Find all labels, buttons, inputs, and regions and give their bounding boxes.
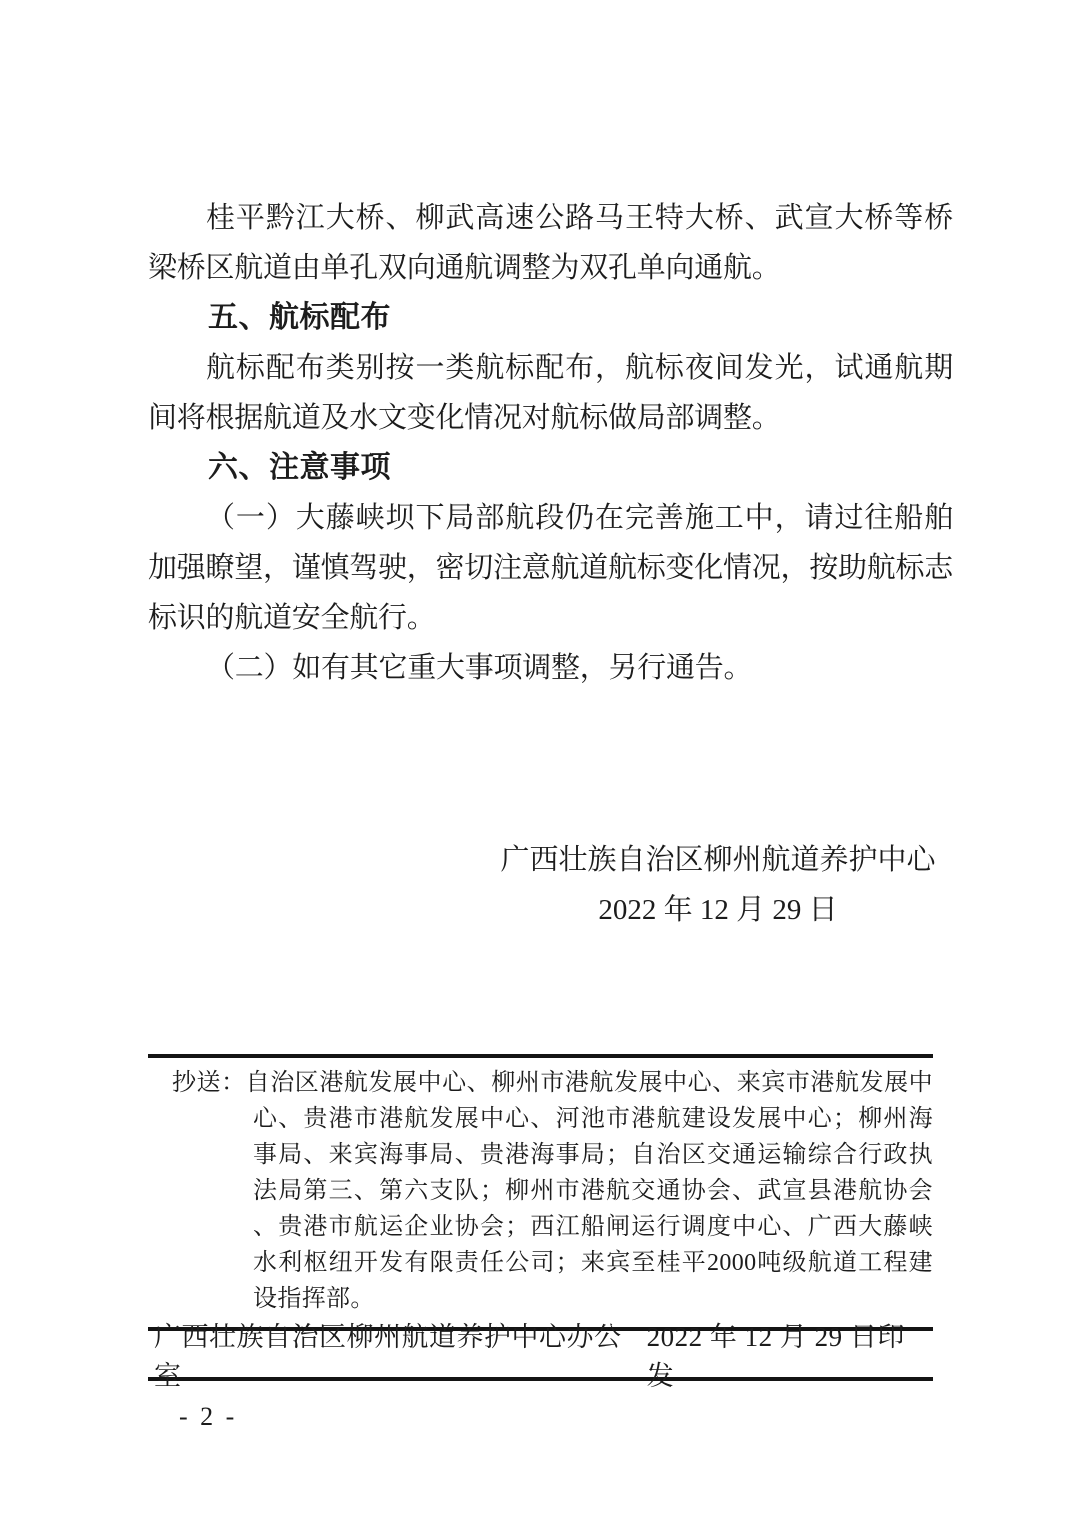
section-heading-precautions: 六、注意事项 [208, 451, 391, 484]
paragraph-buoy-allocation: 航标配布类别按一类航标配布，航标夜间发光，试通航期间将根据航道及水文变化情况对航标做局部调整。 [148, 352, 953, 434]
issue-date: 2022 年 12 月 29 日印发 [646, 1322, 905, 1391]
signature-block [483, 835, 953, 935]
signature-organization: 广西壮族自治区柳州航道养护中心 [500, 844, 936, 876]
issuer-row [148, 1322, 933, 1391]
section-heading-buoy-allocation: 五、航标配布 [208, 301, 391, 334]
paragraph-precaution-2: （二）如有其它重大事项调整，另行通告。 [206, 652, 753, 684]
issuer-office: 广西壮族自治区柳州航道养护中心办公室 [154, 1322, 622, 1391]
paragraph-bridge-navigation: 桂平黔江大桥、柳武高速公路马王特大桥、武宣大桥等桥梁桥区航道由单孔双向通航调整为双孔单向通航。 [148, 202, 953, 284]
cc-list: 抄送：自治区港航发展中心、柳州市港航发展中心、来宾市港航发展中心、贵港市港航发展中心、河池市港航建设发展中心；柳州海事局、来宾海事局、贵港海事局；自治区交通运输综合行政执法局第三、第六支队；柳州市港航交通协会、武宣县港航协会、贵港市航运企业协会；西江船闸运行调度中心、广西大藤峡水利枢纽开发有限责任公司；来宾至桂平2000吨级航道工程建设指挥部。 [172, 1070, 933, 1312]
signature-date: 2022 年 12 月 29 日 [598, 894, 838, 926]
paragraph-precaution-1: （一）大藤峡坝下局部航段仍在完善施工中，请过往船舶加强瞭望，谨慎驾驶，密切注意航道航标变化情况，按助航标志标识的航道安全航行。 [148, 502, 954, 634]
document-footer [148, 1054, 933, 1391]
document-body [148, 193, 953, 935]
page-number: - 2 - [179, 1402, 238, 1431]
